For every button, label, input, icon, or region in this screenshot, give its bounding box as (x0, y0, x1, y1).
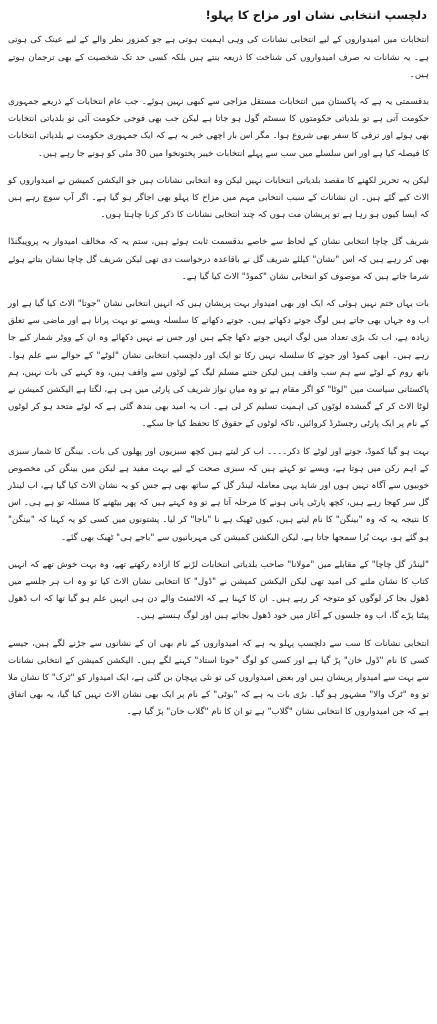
paragraph-purpose: لیکن یہ تحریر لکھنے کا مقصد بلدیاتی انتخابات نہیں لیکن وہ انتخابی نشانات ہیں جو الیکشن کمیشن نے امیدواروں کو الاٹ کیے گئے ہیں۔ ان نشانات کے سبب انتخابی مہم میں مزاح کا پہلو بھی اجاگر ہو گیا ہے۔ اگر آپ سوچ رہے ہیں کہ ایسا کیوں ہو رہا ہے تو پریشان مت ہوں کہ چند انتخابی نشانات کا ذکر کرنا چاہتا ہوں۔ (8, 175, 429, 221)
paragraph-eggplant: بہت ہو گیا کموڈ، جوتے اور لوٹے کا ذکر۔۔۔۔ اب کر لیتے ہیں کچھ سبزیوں اور پھلوں کی بات۔ بینگن کا شمار سبزی کے اہم رکن میں ہوتا ہے، ویسے تو کہتے ہیں کہ سبزی صحت کے لیے بہت مفید ہے لیکن میں بینگن کی مخصوص خوبیوں سے آگاہ نہیں ہوں اور شاید یہی معاملہ لینڈر گل کے ساتھ بھی ہے جس کو یہ نشان الاٹ کیا گیا ہے، اب لینڈر گل سر کھجا رہے ہیں، کچھ پارٹی پانی ہونے کا مرحلہ آتا ہے تو وہ کہتے ہیں کہ پھر بیٹھنے کا مسئلہ تو ہے ہی۔ اس کا نتیجہ یہ کہ وہ "بینگن" کا نام لیتے ہیں، کیوں ٹھیک ہے نا "باجا" کر لیا۔ پشتونوں میں کسی کو یہ کہنا کہ "بینگن" ہو گئے ہو، بہت بُرا سمجھا جاتا ہے، لیکن الیکشن کمیشن کی مہربانیوں سے "باجے ہی" ٹھیک بھی گئے۔ (8, 446, 429, 543)
paragraph-elections-history: بدقسمتی یہ ہے کہ پاکستان میں انتخابات مستقل مزاجی سے کبھی نہیں ہوئے۔ جب عام انتخابات کے ذریعے جمہوری حکومت آتی ہے تو بلدیاتی حکومتوں کا سسٹم گول ہو جاتا ہے لیکن جب بھی فوجی حکومت آئی تو بلدیاتی انتخابات بھی ہوئے اور ترقی کا سفر بھی شروع ہوا۔ مگر اس بار اچھی خبر یہ ہے کہ ایک جمہوری حکومت نے بلدیاتی انتخابات کا فیصلہ کیا ہے اور اس سلسلے میں سب سے پہلے انتخابات خیبر پختونخوا میں 30 مئی کو ہونے جا رہے ہیں۔ (8, 96, 429, 159)
paragraph-sharif-gul: شریف گل چاچا انتخابی نشان کے لحاظ سے خاصے بدقسمت ثابت ہوئے ہیں، ستم یہ کہ مخالف امیدوار یہ پروپیگنڈا بھی کر رہے ہیں کہ اس "نشان" کیلئے شریف گل نے باقاعدہ درخواست دی تھی لیکن شریف گل چاچا نشان بتاتے ہوئے شرما جاتے ہیں کہ موصوف کو انتخابی نشان "کموڈ" الاٹ کیا گیا ہے۔ (8, 237, 429, 282)
paragraph-shoe-and-lota: بات یہاں ختم نہیں ہوئی کہ ایک اور بھی امیدوار بہت پریشان ہیں کہ انہیں انتخابی نشان "جوتا" الاٹ کیا گیا ہے اور اب وہ جہاں بھی جاتے ہیں لوگ جوتے دکھاتے ہیں۔ جوتے دکھانے کا سلسلہ ویسے تو بہت پرانا ہے اور ماضی سے تعلق زیادہ ہے، اب تک بڑی تعداد میں لوگ انہیں جوتے دکھا چکے ہیں اور جس نے نہیں دکھائے وہ ان کے ووٹر شمار کیے جا رہے ہیں۔ ابھی کموڈ اور جوتے کا سلسلہ نہیں رکا تو ایک اور دلچسپ انتخابی نشان "لوٹے" کے حوالے سے علم ہوا۔ باتھ روم کے لوٹے سے ہم سب واقف ہیں لیکن جتنے مسلم لیگ کے لوٹوں سے واقف ہیں، وہ کہنے کی بات نہیں، ہم پاکستانی سیاست میں "لوٹا" کو اگر مقام ہے تو وہ میاں نواز شریف کی پارٹی میں ہی ہے، لگتا ہے الیکشن کمیشن نے لوٹا الاٹ کر کے گمشدہ لوٹوں کی اہمیت تسلیم کر لی ہے۔ اب یہ امید بھی بندھ گئی ہے کہ لوٹے متحد ہو کر لوٹوں کے نام پر ایک پارٹی رجسٹرڈ کروائیں، تاکہ لوٹوں کے حقوق کا تحفظ کیا جا سکے۔ (8, 299, 429, 430)
article-title: دلچسپ انتخابی نشان اور مزاح کا پہلو! (205, 8, 427, 22)
paragraph-intro: انتخابات میں امیدواروں کے لیے انتخابی نشانات کی وہی اہمیت ہوتی ہے جو کمزور نظر والے کے لیے عینک کی ہوتی ہے۔ یہ نشانات نہ صرف امیدواروں کی شناخت کا ذریعہ بنتے ہیں بلکہ کسی حد تک شخصیت کے بھی ترجمان ہوتے ہیں۔ (8, 35, 429, 80)
paragraph-drum: "لینڈر گل چاچا" کے مقابلے میں "مولانا" صاحب بلدیاتی انتخابات لڑنے کا ارادہ رکھتے تھے، وہ بہت خوش تھے کہ انہیں کتاب کا نشان ملنے کی امید تھی لیکن الیکشن کمیشن نے "ڈول" کا انتخابی نشان الاٹ کیا تو وہ اب ہر جلسے میں ڈھول بجا کر لوگوں کو متوجہ کر رہے ہیں۔ ان کا کہنا ہے کہ الاٹمنٹ والے دن ہی انہیں علم ہو گیا تھا کہ اب ڈھول پیٹنا پڑے گا، اب وہ جلسوں کے آغاز میں خود ڈھول بجاتے ہیں اور لوگ ہنستے ہیں۔ (8, 559, 429, 622)
paragraph-nicknames: انتخابی نشانات کا سب سے دلچسپ پہلو یہ ہے کہ امیدواروں کے نام بھی ان کے نشانوں سے جڑنے لگے ہیں، جیسے کسی کا نام "ڈول خان" پڑ گیا ہے اور کسی کو لوگ "جوتا استاد" کہنے لگے ہیں۔ الیکشن کمیشن کے انتخابی نشانات سے بہت سے امیدوار پریشان ہیں اور بعض امیدواروں کی تو نئی پہچان بن گئی ہے، ایک امیدوار کو "ٹرک" کا نشان ملا تو وہ "ٹرک والا" مشہور ہو گیا۔ بڑی بات یہ ہے کہ "بوٹی" کے نام پر ایک بھی نشان الاٹ نہیں کیا گیا، یہ بھی اتفاق ہے کہ جن امیدواروں کا انتخابی نشان "گلاب" ہے تو ان کا نام "گلاب خان" پڑ گیا ہے۔ (8, 638, 429, 718)
